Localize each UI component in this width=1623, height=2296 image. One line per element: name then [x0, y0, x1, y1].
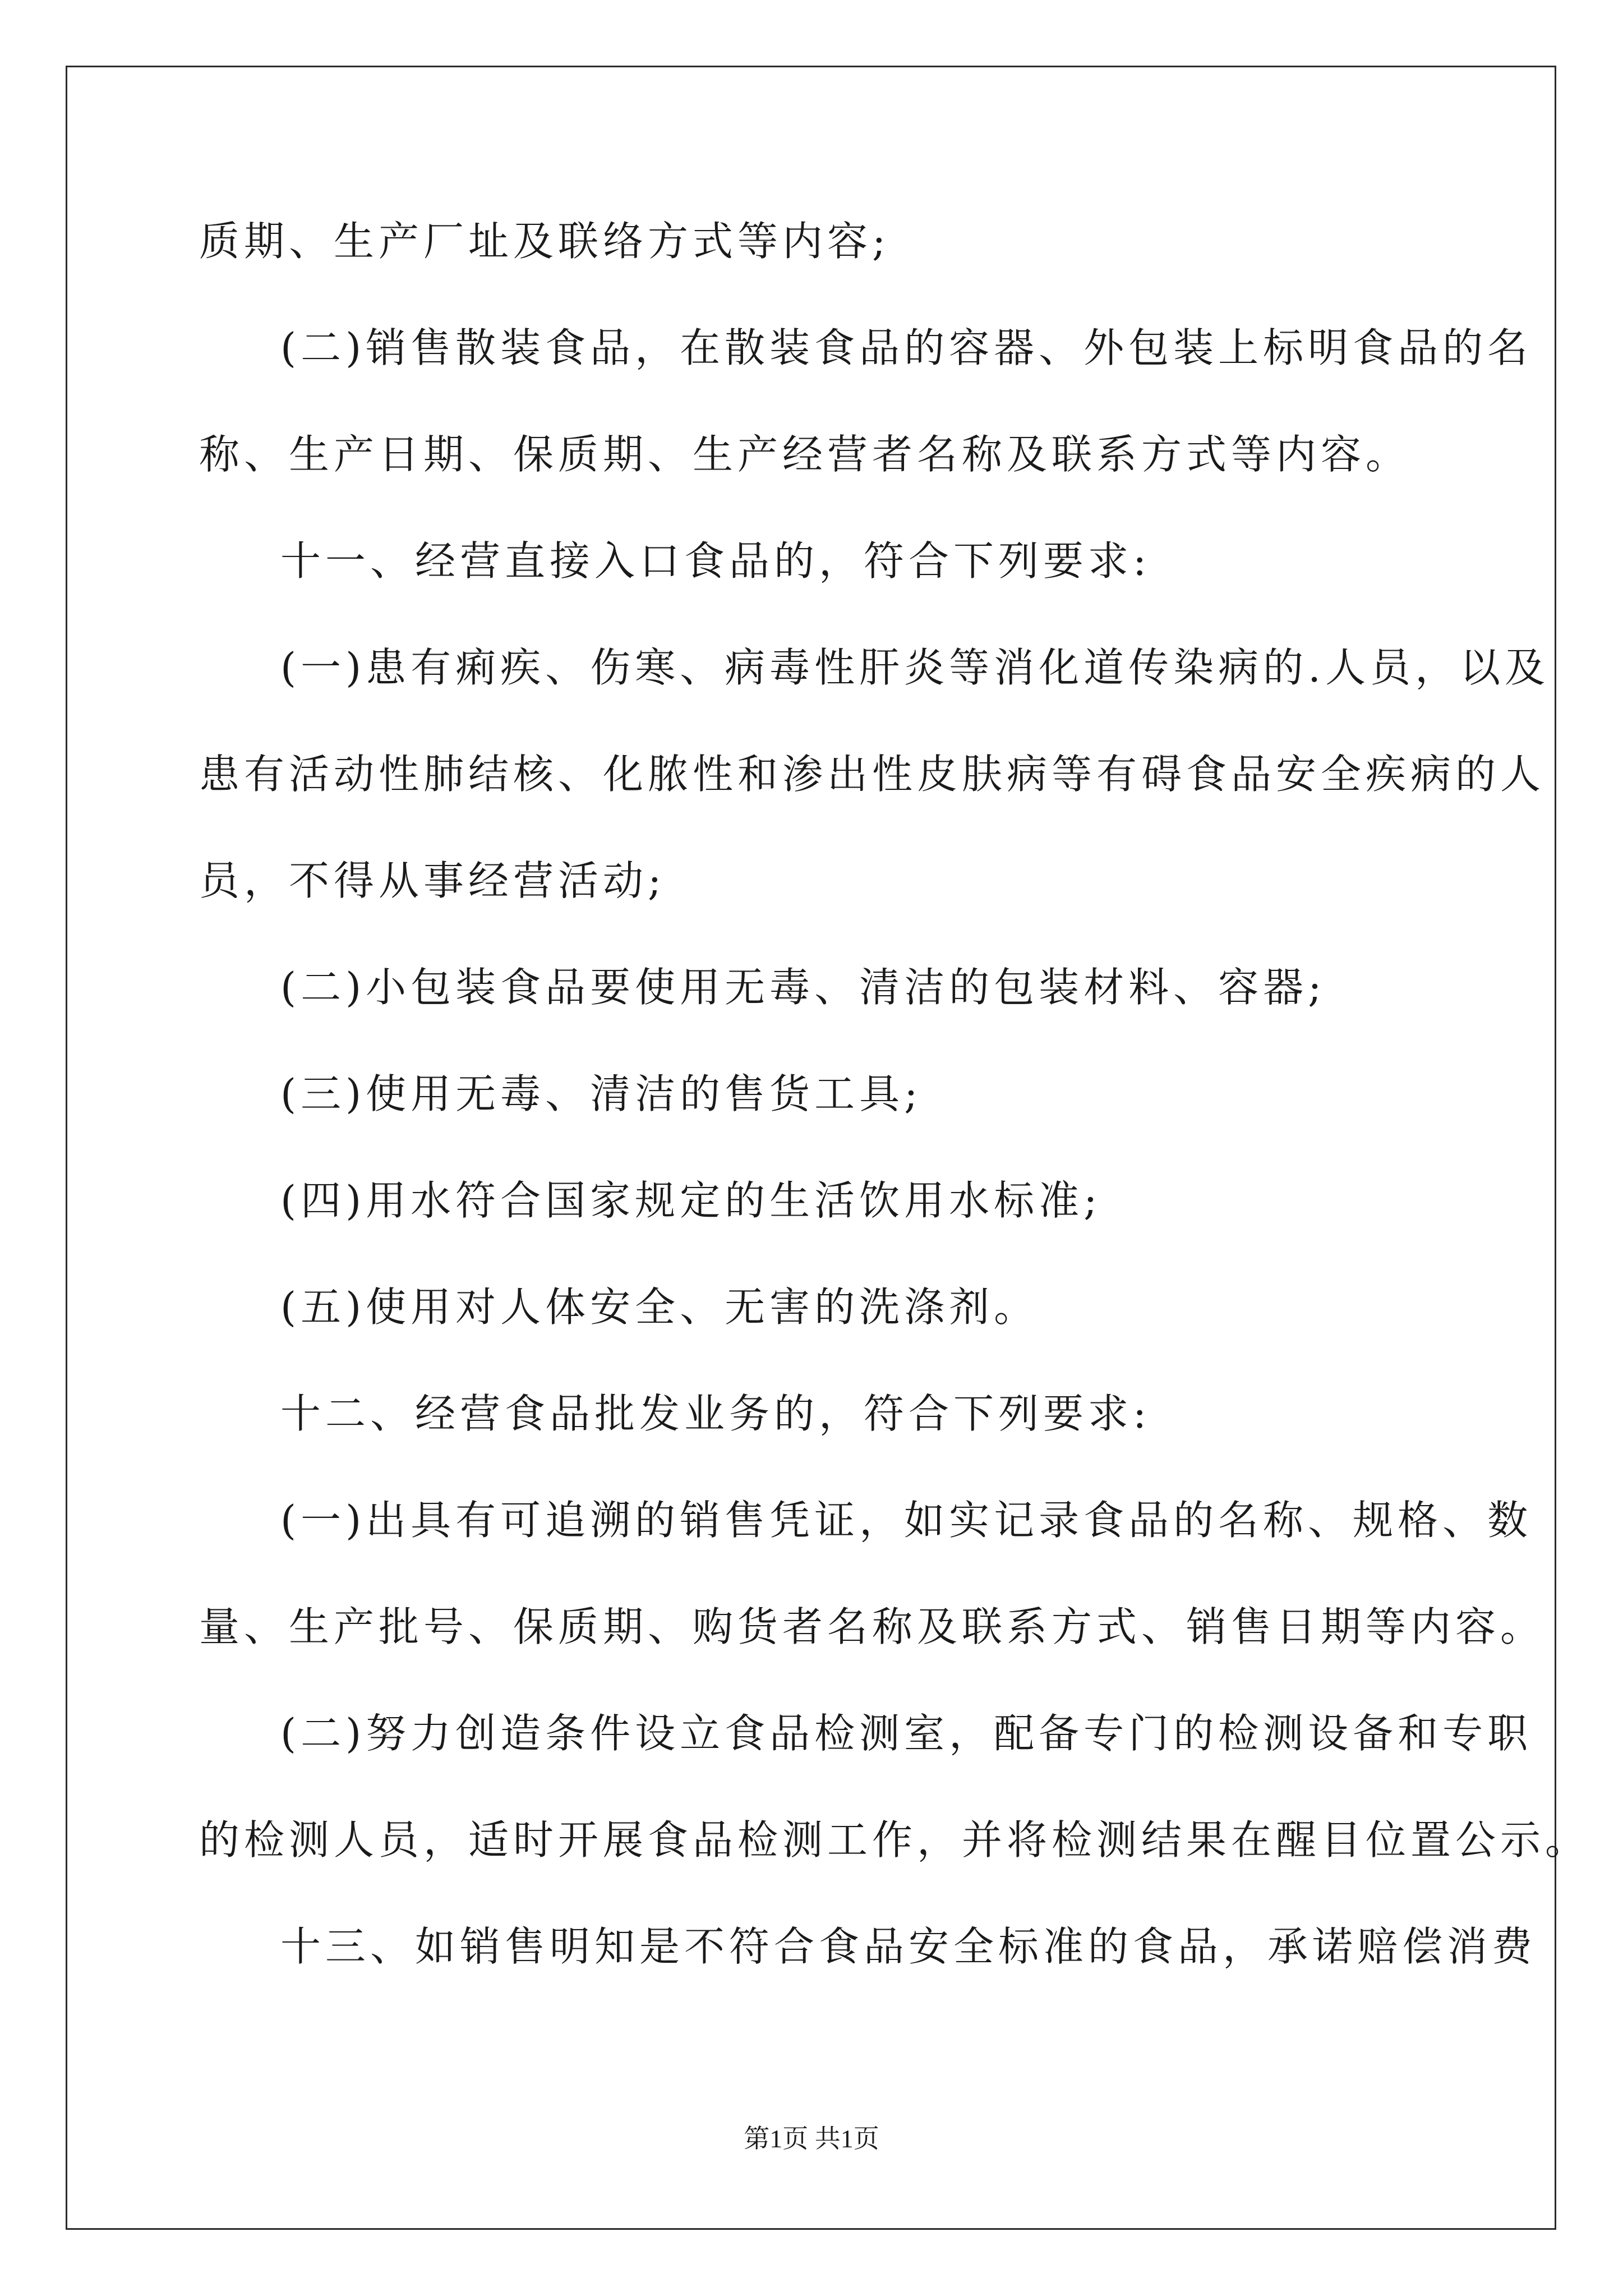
text-line: (四)用水符合国家规定的生活饮用水标准; [280, 1177, 1102, 1224]
text-line: (一)患有痢疾、伤寒、病毒性肝炎等消化道传染病的.人员，以及 [280, 644, 1550, 691]
page-border [66, 66, 1556, 2230]
text-line: 的检测人员，适时开展食品检测工作，并将检测结果在醒目位置公示。 [199, 1816, 1590, 1864]
text-line: 十二、经营食品批发业务的，符合下列要求: [280, 1390, 1151, 1437]
text-line: 量、生产批号、保质期、购货者名称及联系方式、销售日期等内容。 [199, 1603, 1546, 1650]
text-line: 称、生产日期、保质期、生产经营者名称及联系方式等内容。 [199, 431, 1411, 478]
text-line: 员，不得从事经营活动; [199, 857, 666, 904]
text-line: (二)努力创造条件设立食品检测室，配备专门的检测设备和专职 [280, 1710, 1533, 1757]
text-line: 质期、生产厂址及联络方式等内容; [199, 218, 891, 265]
text-line: (一)出具有可追溯的销售凭证，如实记录食品的名称、规格、数 [280, 1497, 1533, 1544]
text-line: (五)使用对人体安全、无害的洗涤剂。 [280, 1283, 1039, 1331]
text-line: 患有活动性肺结核、化脓性和渗出性皮肤病等有碍食品安全疾病的人 [199, 751, 1546, 798]
text-line: 十一、经营直接入口食品的，符合下列要求: [280, 537, 1151, 585]
text-line: (二)销售散装食品，在散装食品的容器、外包装上标明食品的名 [280, 324, 1533, 371]
text-line: (二)小包装食品要使用无毒、清洁的包装材料、容器; [280, 964, 1326, 1011]
text-line: (三)使用无毒、清洁的售货工具; [280, 1070, 923, 1117]
text-line: 十三、如销售明知是不符合食品安全标准的食品，承诺赔偿消费 [280, 1923, 1537, 1970]
page-number-footer: 第1页 共1页 [744, 2124, 879, 2153]
